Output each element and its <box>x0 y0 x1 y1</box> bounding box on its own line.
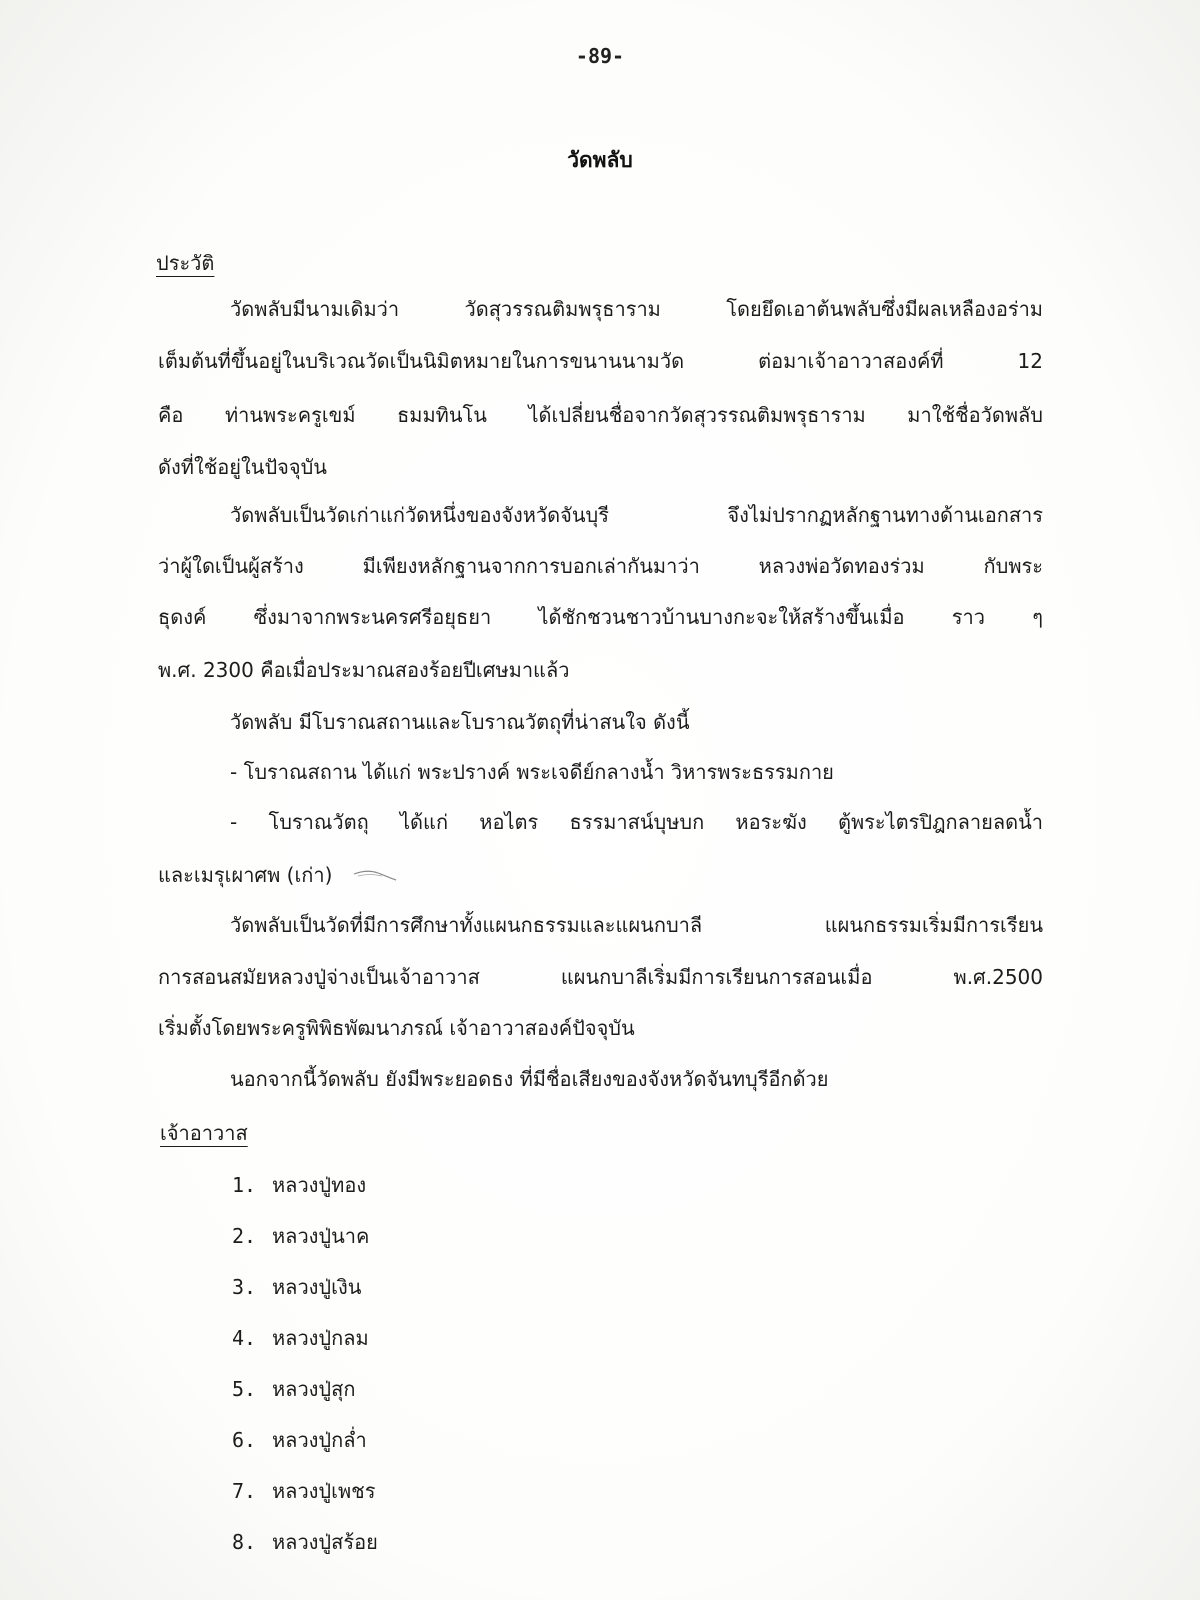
list-item-number: 3. <box>232 1275 257 1299</box>
paragraph-3-line-1: วัดพลับ มีโบราณสถานและโบราณวัตถุที่น่าสนใจ ดังนี้ <box>230 710 690 734</box>
list-item <box>232 1425 632 1455</box>
list-item-number: 6. <box>232 1428 257 1452</box>
list-item-name: หลวงปู่เงิน <box>272 1275 362 1299</box>
list-item <box>232 1527 632 1557</box>
list-item-name: หลวงปู่เพชร <box>272 1479 376 1503</box>
list-item <box>232 1272 632 1302</box>
paragraph-1-line-1: วัดพลับมีนามเดิมว่า วัดสุวรรณติมพรุธาราม โดยยึดเอาต้นพลับซึ่งมีผลเหลืองอร่าม <box>230 297 1043 321</box>
paragraph-4-line-1: วัดพลับเป็นวัดที่มีการศึกษาทั้งแผนกธรรมและแผนกบาลี แผนกธรรมเริ่มมีการเรียน <box>230 913 1043 937</box>
list-item-number: 1. <box>232 1173 257 1197</box>
item-ancient-objects-line-1: - โบราณวัตถุ ได้แก่ หอไตร ธรรมาสน์บุษบก หอระฆัง ตู้พระไตรปิฎกลายลดน้ำ <box>230 810 1043 834</box>
paragraph-2-line-2: ว่าผู้ใดเป็นผู้สร้าง มีเพียงหลักฐานจากการบอกเล่ากันมาว่า หลวงพ่อวัดทองร่วม กับพระ <box>158 554 1043 578</box>
paragraph-2-line-4: พ.ศ. 2300 คือเมื่อประมาณสองร้อยปีเศษมาแล้ว <box>158 658 570 682</box>
pen-mark <box>352 862 398 884</box>
paragraph-4-line-3: เริ่มตั้งโดยพระครูพิพิธพัฒนาภรณ์ เจ้าอาวาสองค์ปัจจุบัน <box>158 1016 635 1040</box>
paragraph-4-line-2: การสอนสมัยหลวงปู่จ่างเป็นเจ้าอาวาส แผนกบาลีเริ่มมีการเรียนการสอนเมื่อ พ.ศ.2500 <box>158 965 1043 989</box>
list-item <box>232 1374 632 1404</box>
list-item-number: 4. <box>232 1326 257 1350</box>
list-item-number: 7. <box>232 1479 257 1503</box>
list-item-name: หลวงปู่ทอง <box>272 1173 367 1197</box>
paragraph-1-line-3: คือ ท่านพระครูเขม์ ธมมทินโน ได้เปลี่ยนชื่อจากวัดสุวรรณติมพรุธาราม มาใช้ชื่อวัดพลับ <box>158 403 1043 427</box>
page-number: -89- <box>575 44 625 68</box>
paragraph-2-line-3: ธุดงค์ ซึ่งมาจากพระนครศรีอยุธยา ได้ชักชวนชาวบ้านบางกะจะให้สร้างขึ้นเมื่อ ราว ๆ <box>158 605 1043 629</box>
list-item-name: หลวงปู่กลม <box>272 1326 369 1350</box>
list-item-name: หลวงปู่นาค <box>272 1224 370 1248</box>
list-item-number: 2. <box>232 1224 257 1248</box>
list-item-name: หลวงปู่สุก <box>272 1377 356 1401</box>
list-item <box>232 1323 632 1353</box>
list-item-name: หลวงปู่กล่ำ <box>272 1428 367 1452</box>
paragraph-1-line-4: ดังที่ใช้อยู่ในปัจจุบัน <box>158 455 327 479</box>
list-item-name: หลวงปู่สร้อย <box>272 1530 378 1554</box>
history-heading: ประวัติ <box>156 251 215 275</box>
list-item <box>232 1170 632 1200</box>
item-ancient-sites: - โบราณสถาน ได้แก่ พระปรางค์ พระเจดีย์กลางน้ำ วิหารพระธรรมกาย <box>230 760 834 784</box>
list-item-number: 8. <box>232 1530 257 1554</box>
list-item <box>232 1221 632 1251</box>
page-title: วัดพลับ <box>567 148 633 172</box>
item-ancient-objects-line-2: และเมรุเผาศพ (เก่า) <box>158 863 333 887</box>
paragraph-2-line-1: วัดพลับเป็นวัดเก่าแก่วัดหนึ่งของจังหวัดจันบุรี จึงไม่ปรากฏหลักฐานทางด้านเอกสาร <box>230 503 1043 527</box>
list-item <box>232 1476 632 1506</box>
paragraph-1-line-2: เต็มต้นที่ขึ้นอยู่ในบริเวณวัดเป็นนิมิตหมายในการขนานนามวัด ต่อมาเจ้าอาวาสองค์ที่ 12 <box>158 349 1043 373</box>
abbots-heading: เจ้าอาวาส <box>160 1121 248 1145</box>
paragraph-5-line-1: นอกจากนี้วัดพลับ ยังมีพระยอดธง ที่มีชื่อเสียงของจังหวัดจันทบุรีอีกด้วย <box>230 1067 829 1091</box>
list-item-number: 5. <box>232 1377 257 1401</box>
